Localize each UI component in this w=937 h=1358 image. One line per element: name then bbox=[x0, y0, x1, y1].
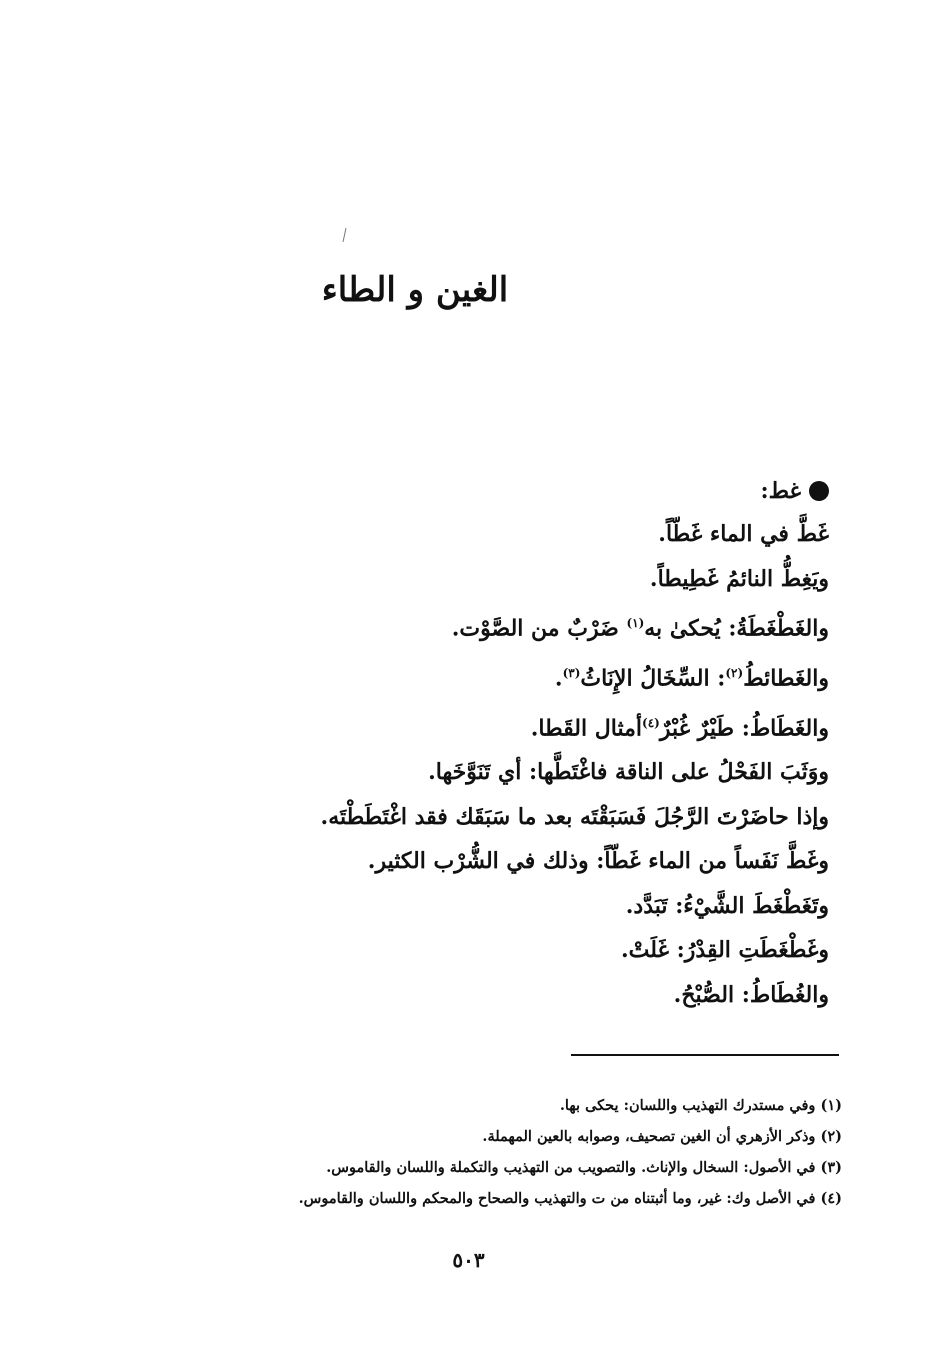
chapter-title: الغين و الطاء bbox=[321, 270, 509, 310]
footnote-item: (٢) وذكر الأزهري أن الغين تصحيف، وصوابه بالعين المهملة. bbox=[482, 1128, 842, 1145]
entry-line: والغَطْغَطَةُ: يُحكىٰ به$^{(١)}$ ضَرْبٌ من الصَّوْت. bbox=[451, 615, 829, 642]
entry-line: غَطَّ في الماء غَطّاً. bbox=[658, 521, 829, 547]
stray-mark bbox=[343, 228, 347, 242]
entry-line: وتَغَطْغَطَ الشَّيْءُ: تَبَدَّد. bbox=[625, 892, 829, 919]
footnotes bbox=[122, 1090, 842, 1214]
entry-line: وإذا حاضَرْتَ الرَّجُلَ فَسَبَقْتَه بعد ما سَبَقَك فقد اغْتَطَطْتَه. bbox=[320, 803, 829, 830]
entry-line: والغَطائطُ$^{(٢)}$: السِّخَالُ الإِنَاثُ$^{(٣)}$. bbox=[554, 665, 829, 692]
entry-lines bbox=[189, 512, 829, 1017]
entry-headword: غط: bbox=[760, 478, 801, 504]
page-number: ٥٠٣ bbox=[452, 1248, 485, 1272]
entry-line: والغُطَاطُ: الصُّبْحُ. bbox=[673, 981, 829, 1008]
entry-line: وغَطَّ نَفَساً من الماء غَطّاً: وذلك في الشُّرْب الكثير. bbox=[367, 848, 829, 875]
footnote-item: (٤) في الأصل وك: غير، وما أثبتناه من ت والتهذيب والصحاح والمحكم واللسان والقاموس. bbox=[298, 1190, 842, 1207]
footnote-ref[interactable]: (٣) bbox=[562, 665, 581, 680]
footnote-divider bbox=[571, 1054, 839, 1056]
footnote-ref[interactable]: (٤) bbox=[642, 715, 660, 730]
entry-line: والغَطَاطُ: طَيْرٌ غُبْرٌ$^{(٤)}$أمثال القَطا. bbox=[530, 714, 829, 741]
entry-line: ويَغِطُّ النائمُ غَطِيطاً. bbox=[649, 565, 829, 592]
footnote-ref[interactable]: (١) bbox=[626, 616, 645, 630]
bullet-icon bbox=[809, 481, 829, 501]
dictionary-entry bbox=[189, 470, 829, 1017]
footnote-item: (٣) في الأصول: السخال والإناث. والتصويب من التهذيب والتكملة واللسان والقاموس. bbox=[326, 1159, 842, 1176]
footnote-item: (١) وفي مستدرك التهذيب واللسان: يحكى بها. bbox=[559, 1097, 842, 1114]
entry-line: وغَطْغَطَتِ القِدْرُ: غَلَتْ. bbox=[620, 937, 829, 964]
footnote-ref[interactable]: (٢) bbox=[725, 665, 744, 680]
entry-heading bbox=[189, 470, 829, 512]
entry-line: ووَثَبَ الفَحْلُ على الناقة فاغْتَطَّها: أي تَنَوَّخَها. bbox=[428, 759, 829, 786]
